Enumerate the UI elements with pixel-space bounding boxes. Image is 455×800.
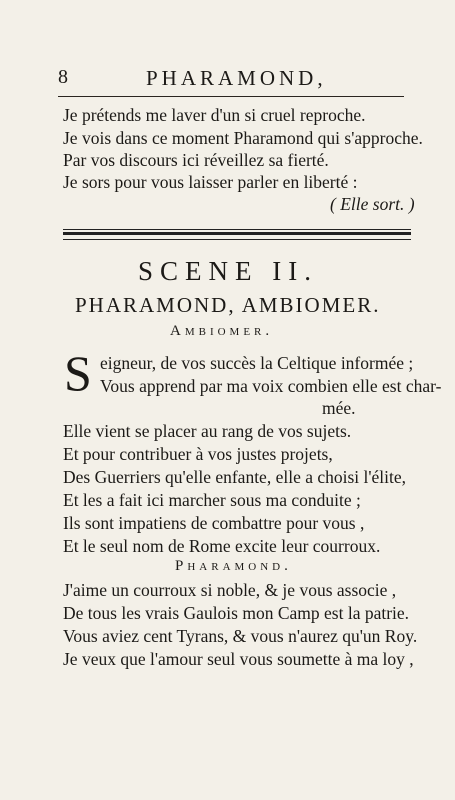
verse-line: Elle vient se placer au rang de vos sujets. — [63, 421, 352, 441]
verse-line: Des Guerriers qu'elle enfante, elle a choisi l'élite, — [63, 467, 407, 487]
verse-line: Et le seul nom de Rome excite leur courroux. — [63, 536, 381, 556]
verse-line: Par vos discours ici réveillez sa fierté. — [63, 150, 329, 170]
scene-title: SCENE II. — [138, 256, 318, 286]
verse-line: Et pour contribuer à vos justes projets, — [63, 444, 333, 464]
page-number: 8 — [58, 66, 68, 88]
verse-line: Ils sont impatiens de combattre pour vous , — [63, 513, 365, 533]
verse-line: Je vois dans ce moment Pharamond qui s'approche. — [63, 128, 423, 148]
verse-line: Je prétends me laver d'un si cruel reproche. — [63, 105, 366, 125]
page-header — [58, 64, 408, 94]
verse-line: De tous les vrais Gaulois mon Camp est la patrie. — [63, 603, 410, 623]
verse-line: eigneur, de vos succès la Celtique informée ; — [100, 353, 414, 373]
running-title: PHARAMOND, — [146, 66, 327, 90]
verse-line: Vous apprend par ma voix combien elle est char- — [100, 376, 442, 396]
verse-line: J'aime un courroux si noble, & je vous associe , — [63, 580, 397, 600]
scene-divider — [63, 229, 411, 240]
speaker-name: Ambiomer. — [170, 323, 274, 339]
verse-line: Je veux que l'amour seul vous soumette à ma loy , — [63, 649, 414, 669]
drop-cap: S — [64, 345, 92, 401]
verse-line: Et les a fait ici marcher sous ma conduite ; — [63, 490, 361, 510]
stage-direction: ( Elle sort. ) — [330, 194, 415, 214]
verse-line: Vous aviez cent Tyrans, & vous n'aurez qu'un Roy. — [63, 626, 418, 646]
header-rule — [58, 96, 404, 97]
verse-line: mée. — [322, 398, 356, 418]
verse-line: Je sors pour vous laisser parler en liberté : — [63, 172, 358, 192]
scene-characters: PHARAMOND, AMBIOMER. — [75, 293, 381, 317]
speaker-name: Pharamond. — [175, 558, 292, 574]
